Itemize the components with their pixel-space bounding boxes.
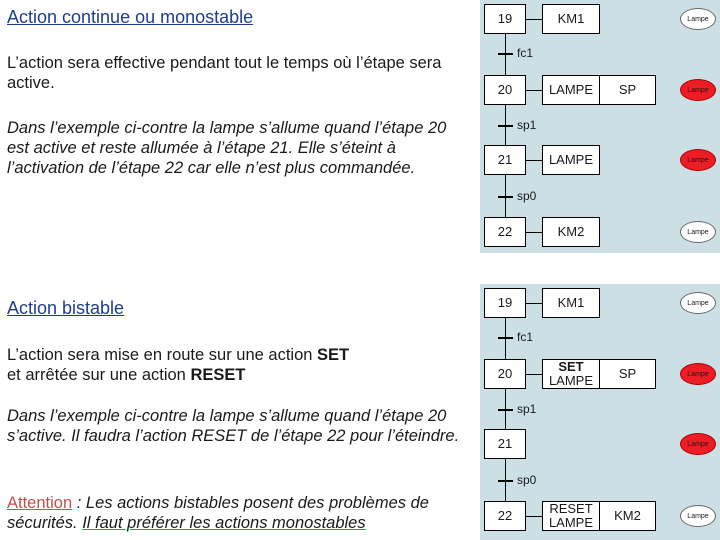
action-km2: KM2 bbox=[542, 217, 600, 247]
transition-tick bbox=[498, 196, 513, 198]
action-connector bbox=[526, 516, 542, 517]
action-lampe: LAMPE bbox=[542, 75, 600, 105]
action-sp: SP bbox=[599, 359, 656, 389]
action-lampe: LAMPE bbox=[542, 145, 600, 175]
section2-title: Action bistable bbox=[7, 298, 125, 318]
transition-tick bbox=[498, 480, 513, 482]
attention-warning: Il faut préférer les actions monostables bbox=[82, 514, 366, 532]
action-connector bbox=[526, 232, 542, 233]
action-reset-lampe bbox=[542, 501, 600, 531]
section1-description: L’action sera effective pendant tout le temps où l’étape sera active. bbox=[7, 54, 442, 92]
attention-label: Attention bbox=[7, 494, 73, 512]
lamp-off-icon: Lampe bbox=[680, 505, 716, 527]
step-21: 21 bbox=[484, 145, 526, 175]
action-set-lampe bbox=[542, 359, 600, 389]
condition-sp0: sp0 bbox=[517, 473, 537, 487]
lampe-label: LAMPE bbox=[548, 373, 594, 388]
action-connector bbox=[526, 303, 542, 304]
set-keyword: SET bbox=[558, 359, 584, 374]
section2-example: Dans l’exemple ci-contre la lampe s’allume quand l’étape 20 s’active. Il faudra l’action RESET de l’étape 22 pour l’éteindre. bbox=[7, 407, 460, 445]
step-19: 19 bbox=[484, 288, 526, 318]
lamp-on-icon: Lampe bbox=[680, 79, 716, 101]
attention-text: : Les actions bistables posent des problèmes de sécurités. bbox=[7, 494, 429, 532]
condition-sp1: sp1 bbox=[517, 402, 537, 416]
action-km1: KM1 bbox=[542, 288, 600, 318]
section1-example: Dans l’exemple ci-contre la lampe s’allume quand l’étape 20 est active et reste allumée à l’étape 21. Elle s’éteint à l’activation de l’étape 22 car elle n’est plus commandée. bbox=[7, 119, 447, 177]
step-20: 20 bbox=[484, 75, 526, 105]
reset-keyword: RESET bbox=[190, 366, 246, 384]
action-connector bbox=[526, 19, 542, 20]
lamp-on-icon: Lampe bbox=[680, 149, 716, 171]
step-20: 20 bbox=[484, 359, 526, 389]
grafcet-bistable bbox=[480, 284, 720, 540]
lamp-off-icon: Lampe bbox=[680, 221, 716, 243]
lamp-on-icon: Lampe bbox=[680, 363, 716, 385]
action-km1: KM1 bbox=[542, 4, 600, 34]
lampe-label: LAMPE bbox=[548, 515, 594, 530]
section1-title: Action continue ou monostable bbox=[7, 7, 254, 27]
attention-note bbox=[7, 493, 469, 533]
set-keyword: SET bbox=[317, 346, 350, 364]
reset-keyword: RESET bbox=[549, 501, 593, 516]
condition-fc1: fc1 bbox=[517, 46, 534, 60]
step-22: 22 bbox=[484, 217, 526, 247]
step-21: 21 bbox=[484, 429, 526, 459]
action-connector bbox=[526, 374, 542, 375]
action-connector bbox=[526, 90, 542, 91]
lamp-off-icon: Lampe bbox=[680, 292, 716, 314]
step-22: 22 bbox=[484, 501, 526, 531]
transition-tick bbox=[498, 337, 513, 339]
section2-description bbox=[7, 345, 467, 385]
condition-fc1: fc1 bbox=[517, 330, 534, 344]
step-19: 19 bbox=[484, 4, 526, 34]
action-connector bbox=[526, 160, 542, 161]
lamp-on-icon: Lampe bbox=[680, 433, 716, 455]
transition-tick bbox=[498, 409, 513, 411]
lamp-off-icon: Lampe bbox=[680, 8, 716, 30]
grafcet-monostable bbox=[480, 0, 720, 253]
transition-tick bbox=[498, 53, 513, 55]
desc-part: et arrêtée sur une action bbox=[7, 366, 191, 384]
action-km2: KM2 bbox=[599, 501, 656, 531]
desc-part: L’action sera mise en route sur une action bbox=[7, 346, 318, 364]
action-sp: SP bbox=[599, 75, 656, 105]
condition-sp0: sp0 bbox=[517, 189, 537, 203]
condition-sp1: sp1 bbox=[517, 118, 537, 132]
transition-tick bbox=[498, 125, 513, 127]
